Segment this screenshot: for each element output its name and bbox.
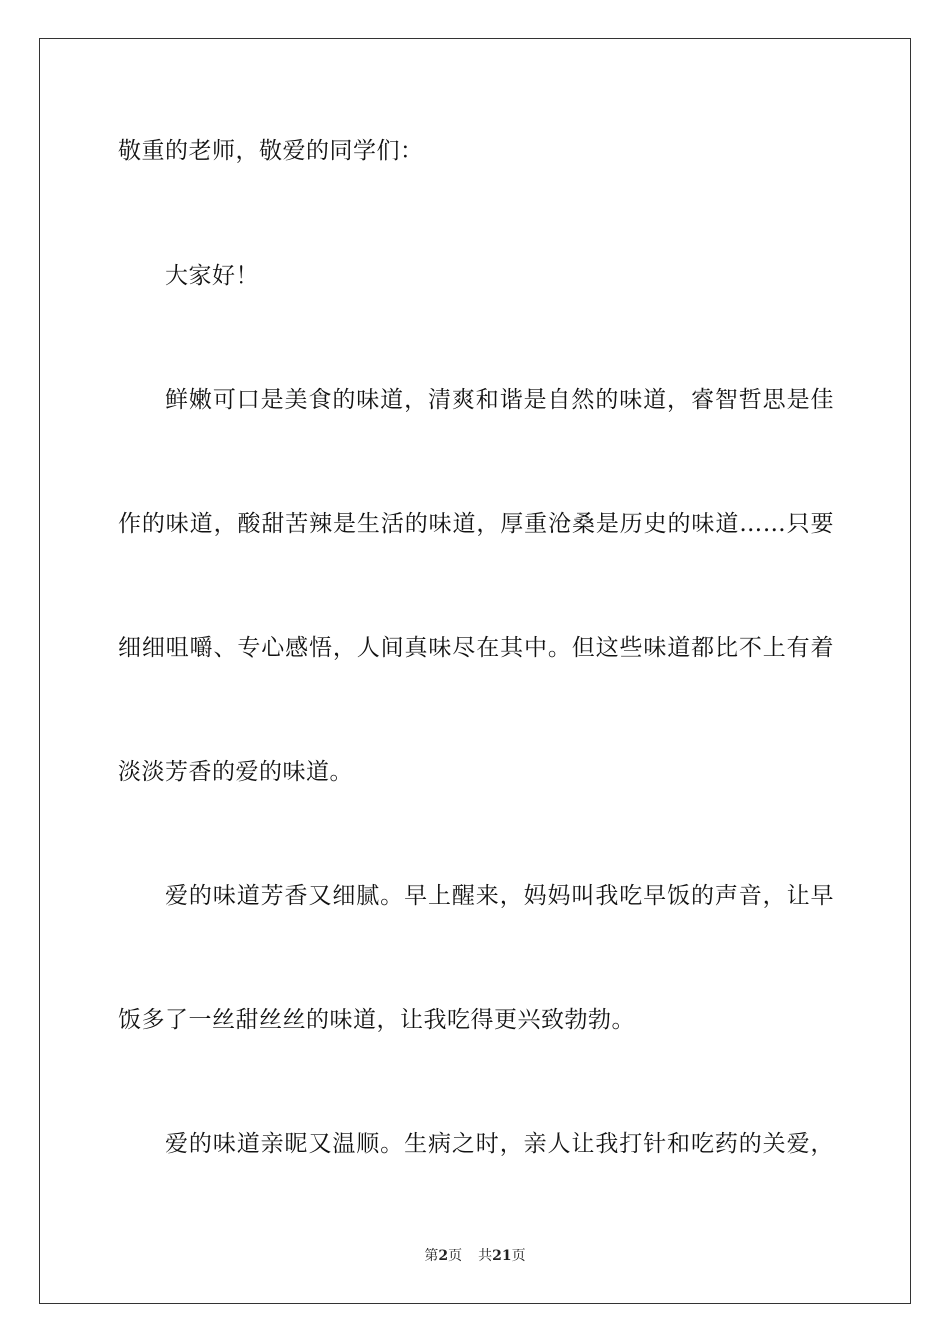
page-suffix: 页 — [448, 1248, 463, 1264]
total-prefix: 共 — [478, 1248, 493, 1264]
paragraph-3-line-1: 爱的味道亲昵又温顺。生病之时，亲人让我打针和吃药的关爱， — [165, 1131, 834, 1157]
paragraph-1-line-2: 作的味道，酸甜苦辣是生活的味道，厚重沧桑是历史的味道……只要 — [118, 511, 834, 537]
page-frame — [39, 38, 911, 1304]
paragraph-2-line-2: 饭多了一丝甜丝丝的味道，让我吃得更兴致勃勃。 — [118, 1007, 635, 1033]
greeting: 大家好！ — [165, 263, 259, 289]
total-suffix: 页 — [511, 1248, 526, 1264]
paragraph-2-line-1: 爱的味道芳香又细腻。早上醒来，妈妈叫我吃早饭的声音，让早 — [165, 883, 834, 909]
page-footer — [0, 1247, 950, 1265]
paragraph-1-line-1: 鲜嫩可口是美食的味道，清爽和谐是自然的味道，睿智哲思是佳 — [165, 387, 834, 413]
page-number: 2 — [438, 1248, 449, 1264]
total-pages: 21 — [492, 1248, 512, 1264]
page-prefix: 第 — [424, 1248, 439, 1264]
paragraph-1-line-3: 细细咀嚼、专心感悟，人间真味尽在其中。但这些味道都比不上有着 — [118, 635, 834, 661]
paragraph-1-line-4: 淡淡芳香的爱的味道。 — [118, 759, 353, 785]
salutation: 敬重的老师，敬爱的同学们： — [118, 138, 424, 164]
